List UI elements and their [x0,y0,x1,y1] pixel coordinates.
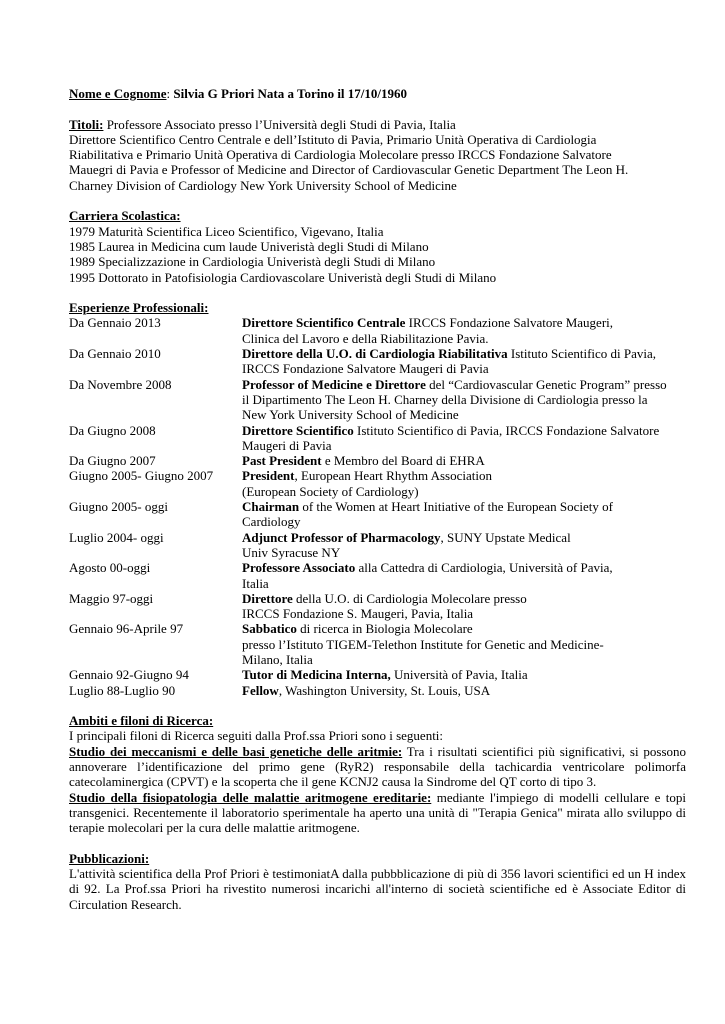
esperienza-detail: del “Cardiovascular Genetic Program” presso [425,376,667,392]
esperienza-detail: alla Cattedra di Cardiologia, Università of Pavia, [355,560,613,576]
esperienza-date: Da Gennaio 2013 [69,315,161,331]
titoli-line: Direttore Scientifico Centro Centrale e dell’Istituto di Pavia, Primario Unità Operativa di Cardiologia [69,131,597,147]
esperienza-detail: Istituto Scientifico di Pavia, [507,346,657,362]
ambiti-item [69,790,686,836]
esperienza-desc [242,423,686,454]
esperienza-detail-line: il Dipartimento The Leon H. Charney della Divisione di Cardiologia presso la [242,391,648,407]
esperienza-date: Da Gennaio 2010 [69,346,161,362]
pubblicazioni-text: L'attività scientifica della Prof Priori è testimoniatA dalla pubbblicazione di più di 356 lavori scientifici ed un H index di 92. La Prof.ssa Priori ha rivestito numerosi incarichi all'interno di società scientifiche ed è Associate Editor di Circulation Research. [69,866,686,912]
esperienza-role: Direttore [242,590,293,606]
esperienza-detail-line: presso l’Istituto TIGEM-Telethon Institute for Genetic and Medicine- [242,636,604,652]
ambiti-item-heading: Studio della fisiopatologia delle malattie aritmogene ereditarie: [69,789,432,805]
ambiti-section [69,713,686,835]
esperienza-detail-line: Italia [242,575,269,591]
esperienza-row [69,683,686,698]
esperienza-row [69,667,686,682]
esperienze-label: Esperienze Professionali: [69,300,209,316]
esperienza-detail: Istituto Scientifico di Pavia, IRCCS Fondazione Salvatore [353,422,660,438]
esperienza-detail: Università of Pavia, Italia [390,667,528,683]
esperienza-detail: e Membro del Board di EHRA [321,453,485,469]
carriera-label: Carriera Scolastica: [69,208,181,224]
esperienza-date: Gennaio 96-Aprile 97 [69,621,184,637]
esperienza-detail: , European Heart Rhythm Association [294,468,492,484]
esperienza-role: Chairman [242,499,300,515]
name-line [69,86,686,101]
esperienza-role: President [242,468,295,484]
esperienza-role: Direttore Scientifico Centrale [242,315,406,331]
esperienza-row [69,346,686,377]
esperienza-desc [242,468,686,499]
esperienza-row [69,377,686,423]
carriera-line: 1989 Specializzazione in Cardiologia Univeristà degli Studi di Milano [69,254,436,270]
esperienza-date: Giugno 2005- Giugno 2007 [69,468,214,484]
carriera-line: 1979 Maturità Scientifica Liceo Scientifico, Vigevano, Italia [69,223,384,239]
esperienza-date: Da Giugno 2007 [69,453,156,469]
esperienza-date: Gennaio 92-Giugno 94 [69,667,189,683]
esperienza-date: Da Giugno 2008 [69,422,156,438]
esperienza-detail: della U.O. di Cardiologia Molecolare presso [292,590,527,606]
ambiti-label: Ambiti e filoni di Ricerca: [69,713,214,729]
esperienza-row [69,560,686,591]
pubblicazioni-label: Pubblicazioni: [69,850,150,866]
esperienza-detail-line: Cardiology [242,514,301,530]
esperienza-role: Direttore della U.O. di Cardiologia Riabilitativa [242,346,508,362]
esperienza-date: Agosto 00-oggi [69,560,151,576]
esperienza-desc [242,621,686,667]
name-sep: : [166,86,174,101]
esperienza-row [69,621,686,667]
esperienza-role: Tutor di Medicina Interna, [242,667,391,683]
esperienza-role: Fellow [242,682,279,698]
esperienza-row [69,315,686,346]
esperienza-role: Adjunct Professor of Pharmacology [242,529,441,545]
titoli-label: Titoli: [69,116,104,132]
esperienza-desc [242,499,686,530]
cv-document [69,86,686,912]
esperienza-detail-line: Clinica del Lavoro e della Riabilitazione Pavia. [242,330,489,346]
esperienza-desc [242,377,686,423]
esperienza-role: Sabbatico [242,621,297,637]
esperienza-desc [242,530,686,561]
esperienza-desc [242,591,686,622]
carriera-section [69,208,686,284]
esperienza-detail-line: IRCCS Fondazione S. Maugeri, Pavia, Italia [242,606,474,622]
pubblicazioni-section [69,851,686,912]
esperienza-date: Maggio 97-oggi [69,590,154,606]
esperienza-row [69,591,686,622]
ambiti-item-text: mediante l'impiego di modelli cellulare e topi transgenici. Recentemente il laboratorio sperimentale ha aperto una unità di "Terapia Genica" mirata allo sviluppo di terapie molecolari per la cura delle malattie aritmogene. [69,789,686,836]
esperienza-desc [242,453,686,468]
esperienza-desc [242,683,686,698]
esperienza-desc [242,667,686,682]
esperienza-detail-line: Univ Syracuse NY [242,544,341,560]
carriera-line: 1995 Dottorato in Patofisiologia Cardiovascolare Univeristà degli Studi di Milano [69,269,497,285]
esperienze-list [69,315,686,697]
carriera-line: 1985 Laurea in Medicina cum laude Univeristà degli Studi di Milano [69,238,429,254]
titoli-line: Professore Associato presso l’Università degli Studi di Pavia, Italia [103,116,456,132]
esperienza-row [69,530,686,561]
esperienza-row [69,453,686,468]
esperienza-date: Luglio 88-Luglio 90 [69,682,176,698]
titoli-line: Riabilitativa e Primario Unità Operativa di Cardiologia Molecolare presso IRCCS Fondazione Salvatore [69,147,612,163]
esperienza-date: Da Novembre 2008 [69,376,172,392]
ambiti-item-text: Tra i risultati scientifici più significativi, si possono annoverare l’identificazione del primo gene (RyR2) responsabile della tachicardia ventricolare polimorfa catecolaminergica (CPVT) e la scoperta che il gene KCNJ2 causa la Sindrome del QT corto di tipo 3. [69,743,686,790]
ambiti-intro: I principali filoni di Ricerca seguiti dalla Prof.ssa Priori sono i seguenti: [69,728,444,744]
esperienza-detail-line: Maugeri di Pavia [242,437,332,453]
esperienza-detail: of the Women at Heart Initiative of the European Society of [299,499,613,515]
name-label: Nome e Cognome [69,86,167,101]
esperienza-row [69,499,686,530]
titoli-section [69,117,686,193]
esperienza-detail: , Washington University, St. Louis, USA [278,682,491,698]
esperienza-detail-line: Milano, Italia [242,651,313,667]
ambiti-item [69,744,686,790]
esperienza-row [69,423,686,454]
esperienza-desc [242,346,686,377]
esperienza-detail-line: (European Society of Cardiology) [242,483,419,499]
titoli-line: Mauegri di Pavia e Professor of Medicine and Director of Cardiovascular Genetic Department The Leon H. [69,162,629,178]
esperienza-role: Direttore Scientifico [242,422,354,438]
esperienza-detail: di ricerca in Biologia Molecolare [296,621,473,637]
esperienza-detail-line: IRCCS Fondazione Salvatore Maugeri di Pavia [242,361,489,377]
name-value: Silvia G Priori Nata a Torino il 17/10/1960 [173,86,408,101]
esperienza-date: Giugno 2005- oggi [69,499,168,515]
esperienza-detail: IRCCS Fondazione Salvatore Maugeri, [405,315,614,331]
esperienza-row [69,468,686,499]
esperienza-role: Professore Associato [242,560,356,576]
esperienza-detail-line: New York University School of Medicine [242,407,459,423]
ambiti-item-heading: Studio dei meccanismi e delle basi genetiche delle aritmie: [69,743,403,759]
titoli-line: Charney Division of Cardiology New York University School of Medicine [69,177,457,193]
esperienza-date: Luglio 2004- oggi [69,529,164,545]
esperienza-desc [242,315,686,346]
esperienza-detail: , SUNY Upstate Medical [440,529,571,545]
esperienza-desc [242,560,686,591]
esperienze-section [69,300,686,698]
esperienza-role: Professor of Medicine e Direttore [242,376,426,392]
esperienza-role: Past President [242,453,322,469]
